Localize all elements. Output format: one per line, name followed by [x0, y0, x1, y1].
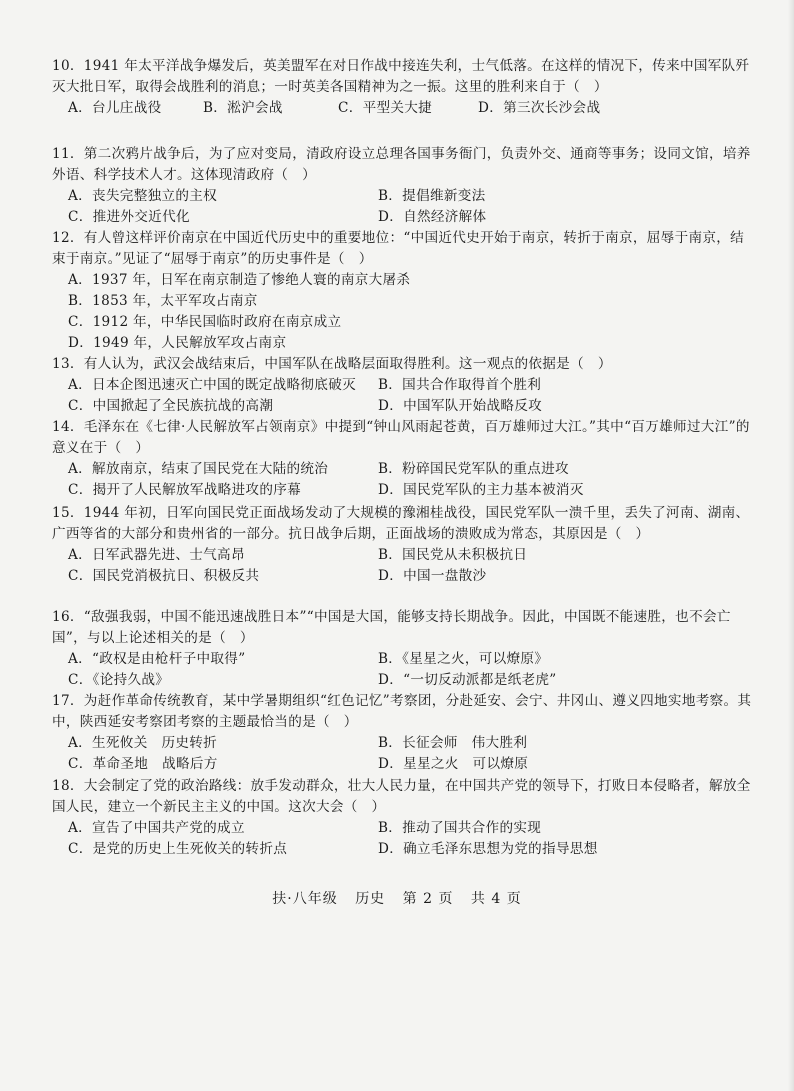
option-d: D．国民党军队的主力基本被消灭 [378, 482, 584, 498]
option-b: B．提倡维新变法 [378, 188, 486, 204]
option-a: A．宣告了中国共产党的成立 [68, 820, 245, 836]
option-list [52, 270, 752, 354]
option-d: D．自然经济解体 [378, 209, 487, 225]
question-stem: 11．第二次鸦片战争后，为了应对变局，清政府设立总理各国事务衙门，负责外交、通商等事务；设同文馆，培养外语、科学技术人才。这体现清政府（ ） [52, 146, 751, 183]
option-d: D．星星之火 可以燎原 [378, 756, 529, 772]
option-list [52, 733, 752, 775]
question-stem: 16．“敌强我弱，中国不能迅速战胜日本”“中国是大国，能够支持长期战争。因此，中国既不能速胜，也不会亡国”，与以上论述相关的是（ ） [52, 609, 731, 646]
option-b: B．长征会师 伟大胜利 [378, 735, 528, 751]
option-list [52, 649, 752, 691]
option-a: A．台儿庄战役 [68, 100, 162, 116]
question-12 [52, 228, 752, 354]
option-c: C．1912 年，中华民国临时政府在南京成立 [68, 314, 342, 330]
question-stem: 17．为赶作革命传统教育，某中学暑期组织“红色记忆”考察团，分赴延安、会宁、井冈山、遵义四地实地考察。其中，陕西延安考察团考察的主题最恰当的是（ ） [52, 693, 752, 730]
option-b: B．《星星之火，可以燎原》 [378, 651, 549, 667]
question-stem: 12．有人曾这样评价南京在中国近代历史中的重要地位：“中国近代史开始于南京，转折于南京，屈辱于南京，结束于南京。”见证了“屈辱于南京”的历史事件是（ ） [52, 230, 745, 267]
question-17 [52, 691, 752, 775]
option-c: C．国民党消极抗日、积极反共 [68, 568, 260, 584]
option-c: C．平型关大捷 [338, 100, 433, 116]
option-d: D．中国军队开始战略反攻 [378, 398, 543, 414]
option-a: A．日军武器先进、士气高昂 [68, 547, 245, 563]
option-b: B．1853 年，太平军攻占南京 [68, 293, 258, 309]
question-18 [52, 776, 752, 860]
option-d: D．第三次长沙会战 [478, 100, 601, 116]
option-list [52, 98, 752, 119]
option-d: D．“一切反动派都是纸老虎” [378, 672, 557, 688]
option-c: C．中国掀起了全民族抗战的高潮 [68, 398, 274, 414]
option-c: C．推进外交近代化 [68, 209, 190, 225]
option-a: A．解放南京，结束了国民党在大陆的统治 [68, 461, 329, 477]
question-10 [52, 56, 752, 119]
option-c: C．是党的历史上生死攸关的转折点 [68, 841, 288, 857]
option-c: C．揭开了人民解放军战略进攻的序幕 [68, 482, 301, 498]
option-c: C．革命圣地 战略后方 [68, 756, 218, 772]
question-stem: 18．大会制定了党的政治路线：放手发动群众，壮大人民力量，在中国共产党的领导下，打败日本侵略者，解放全国人民，建立一个新民主主义的中国。这次大会（ ） [52, 778, 751, 815]
question-stem: 14．毛泽东在《七律·人民解放军占领南京》中提到“钟山风雨起苍黄，百万雄师过大江。”其中“百万雄师过大江”的意义在于（ ） [52, 419, 750, 456]
option-b: B．国共合作取得首个胜利 [378, 377, 542, 393]
question-13 [52, 354, 752, 417]
footer-page: 第 2 页 [402, 891, 454, 907]
option-a: A．“政权是由枪杆子中取得” [68, 651, 246, 667]
option-b: B．推动了国共合作的实现 [378, 820, 542, 836]
question-stem: 10．1941 年太平洋战争爆发后，英美盟军在对日作战中接连失利，士气低落。在这样的情况下，传来中国军队歼灭大批日军，取得会战胜利的消息；一时英美各国精神为之一振。这里的胜利来自于（ ） [52, 58, 750, 95]
question-stem: 15．1944 年初，日军向国民党正面战场发动了大规模的豫湘桂战役，国民党军队一溃千里，丢失了河南、湖南、广西等省的大部分和贵州省的一部分。抗日战争后期，正面战场的溃败成为常态，其原因是（ ） [52, 505, 750, 542]
footer-school: 扶·八年级 [272, 891, 338, 907]
option-d: D．中国一盘散沙 [378, 568, 487, 584]
question-14 [52, 417, 752, 501]
option-b: B．国民党从未积极抗日 [378, 547, 528, 563]
option-list [52, 186, 752, 228]
option-a: A．生死攸关 历史转折 [68, 735, 218, 751]
option-list [52, 375, 752, 417]
option-a: A．1937 年，日军在南京制造了惨绝人寰的南京大屠杀 [68, 272, 411, 288]
option-b: B．粉碎国民党军队的重点进攻 [378, 461, 569, 477]
option-d: D．1949 年，人民解放军攻占南京 [68, 335, 287, 351]
option-a: A．日本企图迅速灭亡中国的既定战略彻底破灭 [68, 377, 356, 393]
footer-subject: 历史 [355, 891, 386, 907]
option-list [52, 818, 752, 860]
page-footer [0, 888, 794, 908]
option-b: B．淞沪会战 [203, 100, 283, 116]
option-d: D．确立毛泽东思想为党的指导思想 [378, 841, 598, 857]
question-16 [52, 607, 752, 691]
footer-total: 共 4 页 [470, 891, 522, 907]
question-15 [52, 503, 752, 587]
scan-edge-shadow [788, 0, 794, 1091]
option-a: A．丧失完整独立的主权 [68, 188, 218, 204]
option-list [52, 459, 752, 501]
question-stem: 13．有人认为，武汉会战结束后，中国军队在战略层面取得胜利。这一观点的依据是（ ） [52, 356, 612, 372]
question-11 [52, 144, 752, 228]
option-list [52, 545, 752, 587]
option-c: C．《论持久战》 [68, 672, 170, 688]
